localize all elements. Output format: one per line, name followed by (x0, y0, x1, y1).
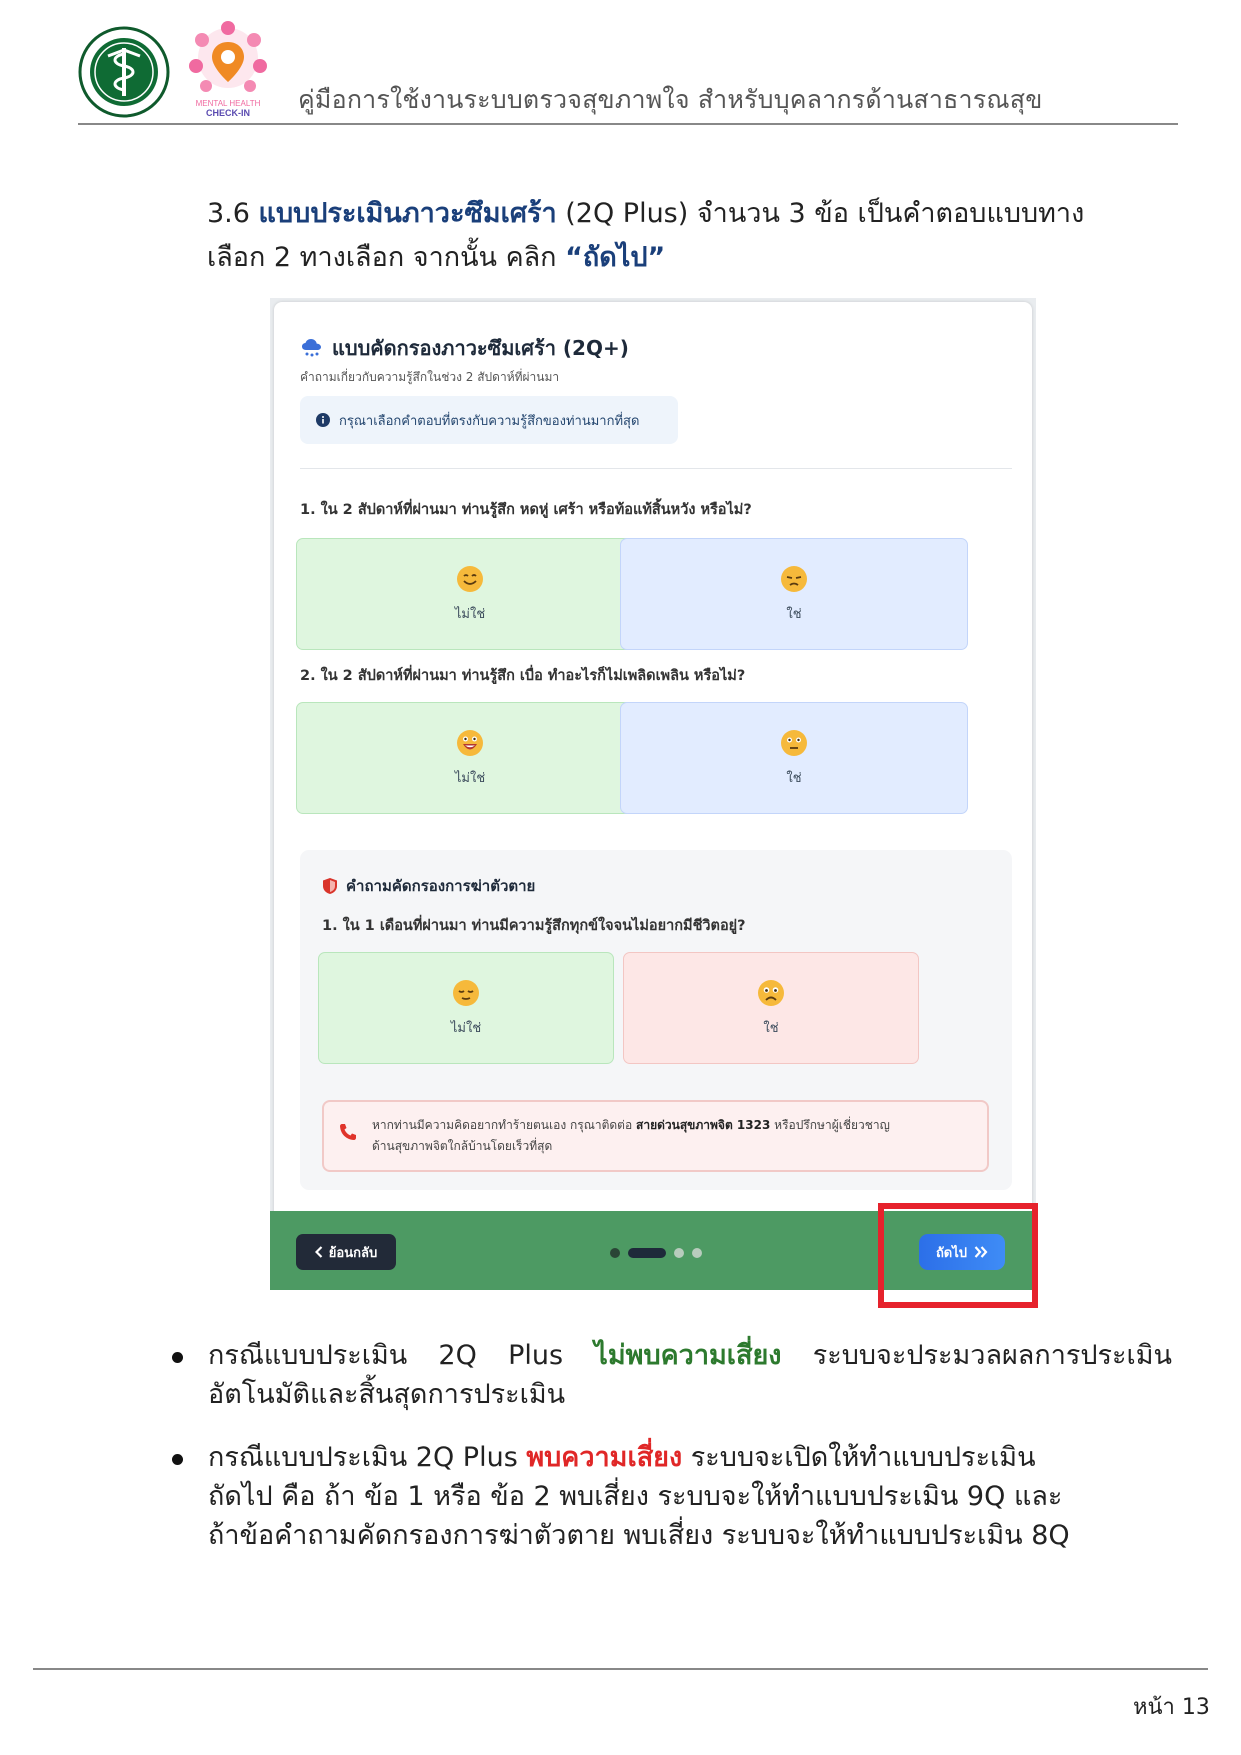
svg-text:CHECK-IN: CHECK-IN (206, 108, 250, 118)
suicide-option-yes[interactable] (623, 952, 919, 1064)
hotline-text (372, 1115, 972, 1157)
phone-icon (338, 1122, 358, 1142)
grin-emoji (456, 729, 484, 757)
info-icon (316, 413, 330, 427)
section-line1-rest: (2Q Plus) จำนวน 3 ข้อ เป็นคำตอบแบบทาง (565, 198, 1085, 229)
hotline-notice (322, 1100, 989, 1172)
mental-health-checkin-logo (184, 20, 272, 120)
section-line-1 (207, 192, 1177, 236)
info-box (300, 396, 678, 444)
back-button-label: ย้อนกลับ (328, 1245, 378, 1261)
section-title: แบบประเมินภาวะซึมเศร้า (258, 198, 557, 229)
pensive-emoji (452, 979, 480, 1007)
bullet2-line2: ถัดไป คือ ถ้า ข้อ 1 หรือ ข้อ 2 พบเสี่ยง ระบบจะให้ทำแบบประเมิน 9Q และ (208, 1481, 1063, 1512)
q1-option-yes-label: ใช่ (786, 606, 802, 622)
bullet2-pre: กรณีแบบประเมิน 2Q Plus (208, 1442, 518, 1473)
progress-dot-2 (628, 1248, 666, 1258)
back-button[interactable] (296, 1234, 396, 1270)
hotline-pre: หากท่านมีความคิดอยากทำร้ายตนเอง กรุณาติดต่อ (372, 1118, 633, 1132)
suicide-option-no[interactable] (318, 952, 614, 1064)
screen-title: แบบคัดกรองภาวะซึมเศร้า (2Q+) (332, 336, 629, 360)
app-screenshot (270, 298, 1036, 1290)
hotline-line2: ด้านสุขภาพจิตใกล้บ้านโดยเร็วที่สุด (372, 1139, 553, 1153)
chevron-left-icon (315, 1246, 323, 1258)
hotline-number: สายด่วนสุขภาพจิต 1323 (636, 1118, 771, 1132)
suicide-screening-box (300, 850, 1012, 1190)
bullet1-post: ระบบจะประมวลผลการประเมินอัตโนมัติและสิ้นสุดการประเมิน (208, 1340, 1172, 1410)
header-title: คู่มือการใช้งานระบบตรวจสุขภาพใจ สำหรับบุคลากรด้านสาธารณสุข (298, 85, 1043, 114)
footer-divider (33, 1668, 1208, 1670)
next-button-label: ถัดไป (935, 1245, 968, 1261)
progress-dot-3 (674, 1248, 684, 1258)
hotline-post: หรือปรึกษาผู้เชี่ยวชาญ (774, 1118, 890, 1132)
suicide-question-1: 1. ใน 1 เดือนที่ผ่านมา ท่านมีความรู้สึกทุกข์ใจจนไม่อยากมีชีวิตอยู่? (322, 918, 746, 934)
suicide-title (322, 874, 535, 898)
q1-option-no[interactable] (296, 538, 644, 650)
section-heading (207, 192, 1177, 280)
progress-dot-1 (610, 1248, 620, 1258)
q2-option-no[interactable] (296, 702, 644, 814)
assessment-card (274, 302, 1032, 1290)
card-divider (300, 468, 1012, 469)
q2-option-no-label: ไม่ใช่ (454, 770, 486, 786)
bullet-no-risk (172, 1336, 1172, 1414)
suicide-option-yes-label: ใช่ (763, 1020, 779, 1036)
q2-option-yes[interactable] (620, 702, 968, 814)
bullet-list (172, 1336, 1172, 1579)
moph-logo (78, 26, 170, 118)
suicide-option-no-label: ไม่ใช่ (450, 1020, 482, 1036)
next-quote: “ถัดไป” (565, 242, 666, 273)
next-button-highlight (878, 1203, 1038, 1308)
bullet1-pre: กรณีแบบประเมิน 2Q Plus (208, 1340, 564, 1371)
bullet-risk (172, 1438, 1172, 1555)
section-number: 3.6 (207, 198, 250, 229)
question-1: 1. ใน 2 สัปดาห์ที่ผ่านมา ท่านรู้สึก หดหู่ เศร้า หรือท้อแท้สิ้นหวัง หรือไม่? (300, 502, 752, 518)
screen-subtitle: คำถามเกี่ยวกับความรู้สึกในช่วง 2 สัปดาห์ที่ผ่านมา (300, 370, 560, 384)
progress-dot-4 (692, 1248, 702, 1258)
sad-emoji (757, 979, 785, 1007)
pensive-emoji (780, 565, 808, 593)
info-text: กรุณาเลือกคำตอบที่ตรงกับความรู้สึกของท่านมากที่สุด (339, 413, 640, 429)
card-title (300, 332, 629, 364)
rain-cloud-icon (300, 336, 324, 360)
svg-text:MENTAL HEALTH: MENTAL HEALTH (195, 99, 261, 108)
page-header (78, 20, 1178, 124)
bullet2-highlight: พบความเสี่ยง (526, 1442, 683, 1473)
q1-option-no-label: ไม่ใช่ (454, 606, 486, 622)
q1-option-yes[interactable] (620, 538, 968, 650)
shield-icon (322, 877, 338, 895)
suicide-title-text: คำถามคัดกรองการฆ่าตัวตาย (346, 877, 536, 895)
bullet1-highlight: ไม่พบความเสี่ยง (594, 1340, 782, 1371)
question-2: 2. ใน 2 สัปดาห์ที่ผ่านมา ท่านรู้สึก เบื่อ ทำอะไรก็ไม่เพลิดเพลิน หรือไม่? (300, 668, 746, 684)
page-number: หน้า 13 (1133, 1695, 1210, 1720)
progress-dots (610, 1248, 702, 1258)
neutral-emoji (780, 729, 808, 757)
section-line2-text: เลือก 2 ทางเลือก จากนั้น คลิก (207, 242, 557, 273)
smile-emoji (456, 565, 484, 593)
header-divider (78, 123, 1178, 125)
section-line-2 (207, 236, 1177, 280)
q2-option-yes-label: ใช่ (786, 770, 802, 786)
bullet2-post: ระบบจะเปิดให้ทำแบบประเมิน (690, 1442, 1036, 1473)
bullet2-line3: ถ้าข้อคำถามคัดกรองการฆ่าตัวตาย พบเสี่ยง ระบบจะให้ทำแบบประเมิน 8Q (208, 1520, 1070, 1551)
